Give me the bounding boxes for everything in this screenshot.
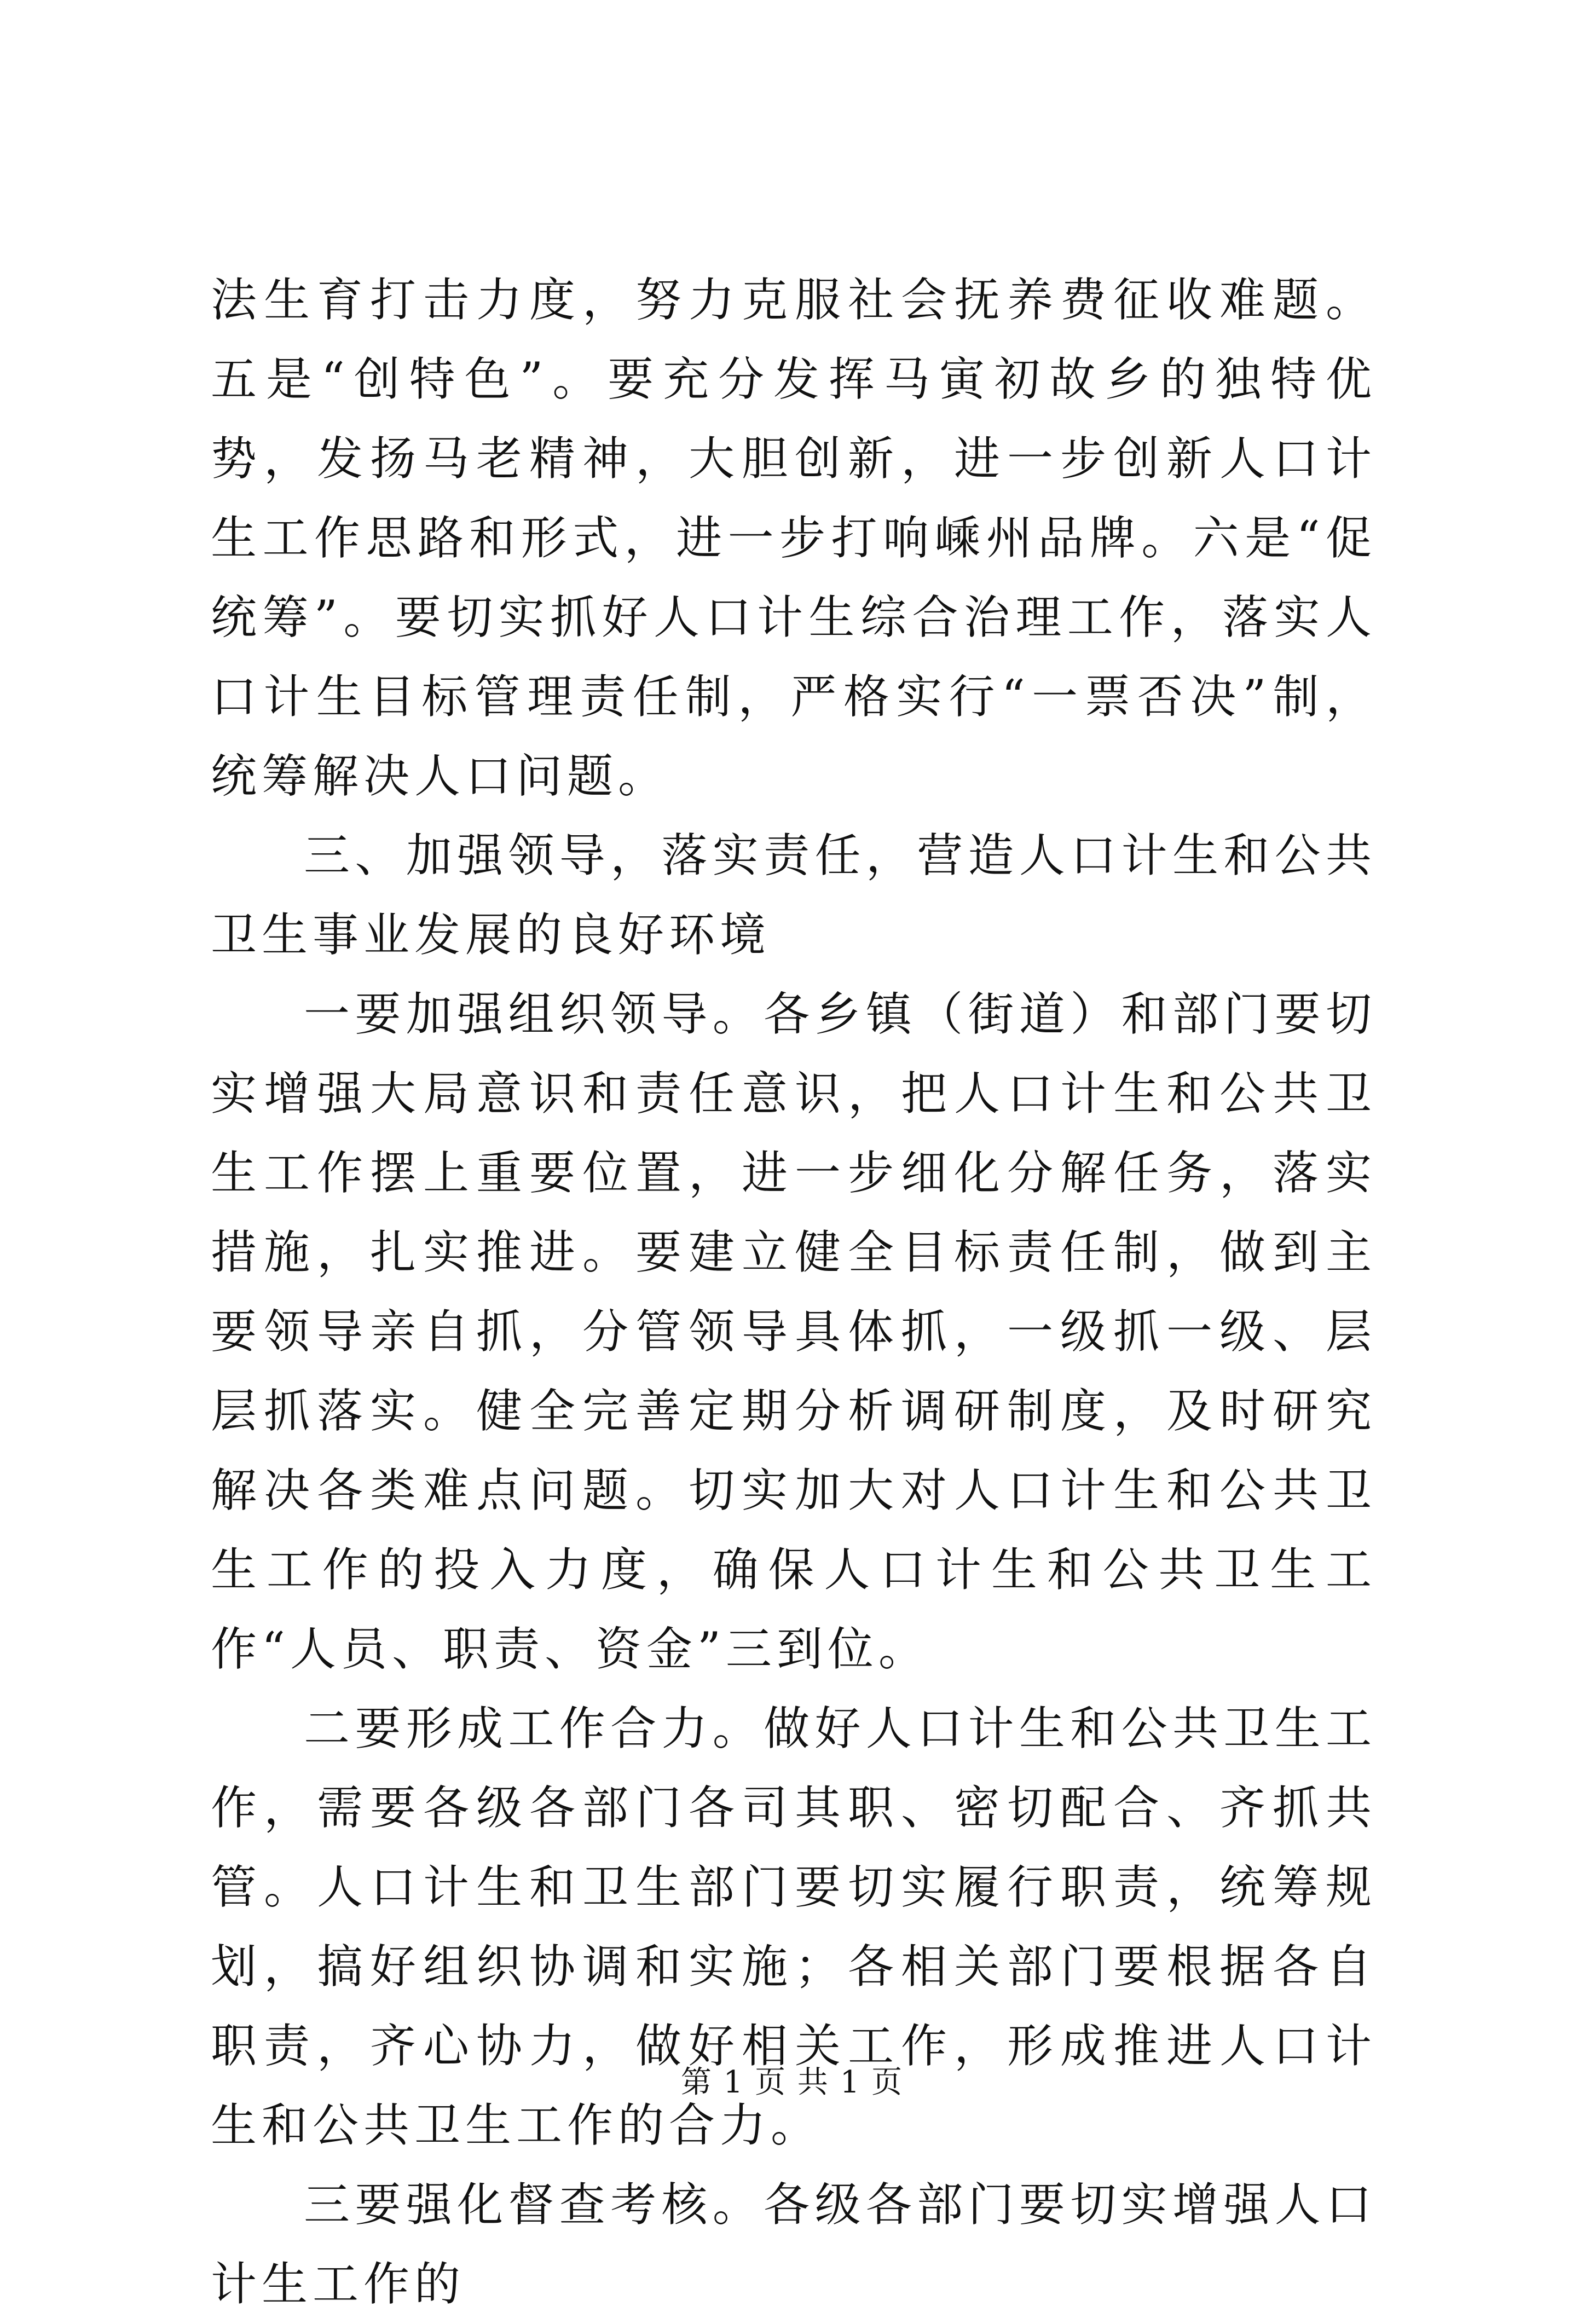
- paragraph-organization-leadership: 一要加强组织领导。各乡镇（街道）和部门要切实增强大局意识和责任意识，把人口计生和公共卫生工作摆上重要位置，进一步细化分解任务，落实措施，扎实推进。要建立健全目标责任制，做到主要领导亲自抓，分管领导具体抓，一级抓一级、层层抓落实。健全完善定期分析调研制度，及时研究解决各类难点问题。切实加大对人口计生和公共卫生工作的投入力度，确保人口计生和公共卫生工作“人员、职责、资金”三到位。: [211, 987, 1377, 1676]
- page-number-footer: 第 1 页 共 1 页: [680, 2065, 904, 2100]
- section-heading: 三、加强领导，落实责任，营造人口计生和公共卫生事业发展的良好环境: [211, 829, 1377, 962]
- paragraph-continuation: 法生育打击力度，努力克服社会抚养费征收难题。五是“创特色”。要充分发挥马寅初故乡的独特优势，发扬马老精神，大胆创新，进一步创新人口计生工作思路和形式，进一步打响嵊州品牌。六是“促统筹”。要切实抓好人口计生综合治理工作，落实人口计生目标管理责任制，严格实行“一票否决”制，统筹解决人口问题。: [211, 273, 1377, 803]
- paragraph-supervision-assessment: 三要强化督查考核。各级各部门要切实增强人口计生工作的: [211, 2178, 1377, 2311]
- paragraph-work-synergy: 二要形成工作合力。做好人口计生和公共卫生工作，需要各级各部门各司其职、密切配合、齐抓共管。人口计生和卫生部门要切实履行职责，统筹规划，搞好组织协调和实施；各相关部门要根据各自职责，齐心协力，做好相关工作，形成推进人口计生和公共卫生工作的合力。: [211, 1702, 1377, 2152]
- document-body: [211, 261, 1377, 2324]
